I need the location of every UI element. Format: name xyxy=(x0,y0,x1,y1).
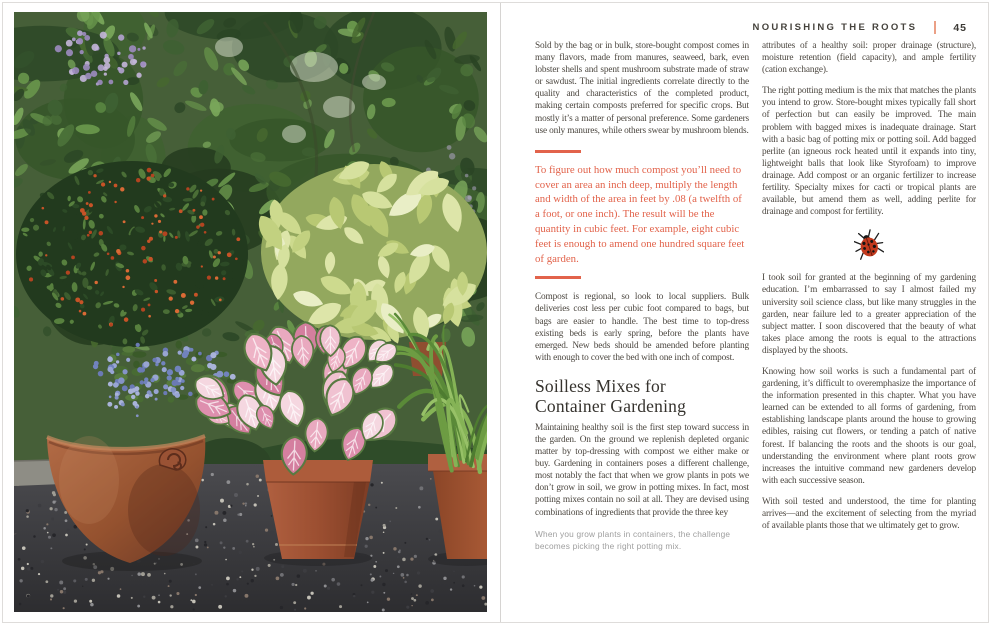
paragraph-knowing-soil: Knowing how soil works is such a fundamental part of gardening, it’s difficult to overemphasize the importance of the information presented in this chapter. What you have learned can be extended to all forms of gardening, from establishing landscape plants around the house to growing edibles, raising cut flowers, or tending a patch of native forest. If balancing the roots and the shoots is our goal, understanding the environment where plant roots grow increases the intuitive command new gardeners develop with each successive season. xyxy=(762,366,976,486)
page-gutter-divider xyxy=(500,3,501,622)
ladybug-ornament xyxy=(762,228,976,262)
garden-photo xyxy=(14,12,487,612)
pull-quote: To figure out how much compost you’ll need to cover an area an inch deep, multiply the length and width of the area in feet by .08 (a twelfth of a foot, or one inch). The result will be the quantity in cubic feet. For example, eight cubic feet is enough to amend one hundred square feet of garden. xyxy=(535,163,745,265)
pullquote-rule-bottom xyxy=(535,276,581,279)
text-column-left xyxy=(535,40,749,561)
garden-photo-illustration xyxy=(14,12,487,612)
running-header xyxy=(753,21,967,34)
paragraph-soil-attributes: attributes of a healthy soil: proper drainage (structure), moisture retention (field capacity), and ample fertility (cation exchange). xyxy=(762,41,976,76)
paragraph-compost-regional: Compost is regional, so look to local suppliers. Bulk deliveries cost less per cubic foot compared to bags, but bags are easier to handle. The best time to top-dress existing beds is early spring, before the plants have emerged. New beds should be amended before planting with enough to cover the bed with one inch of compost. xyxy=(535,292,749,363)
text-column-right xyxy=(762,40,976,541)
paragraph-took-soil: I took soil for granted at the beginning of my gardening education. I’m embarrassed to say I almost failed my university soil science class, but like many struggles in the garden, near failure led to a greater appreciation of the subject matter. I soon discovered that the beauty of what takes place among the roots is equal to the attractions displayed by the shoots. xyxy=(762,273,976,356)
section-heading: Soilless Mixes for Container Gardening xyxy=(535,375,687,416)
paragraph-right-medium: The right potting medium is the mix that matches the plants you intend to grow. Store-bought mixes typically fall short of perfection but can easily be improved. The main problem with bagged mixes is inadequate drainage. Start with a basic bag of potting mix or potting soil. Add bagged perlite (an igneous rock heated until it expands into tiny, lightweight balls that look like Styrofoam) to improve drainage. Add compost or an organic fertilizer to increase fertility. Specialty mixes for cacti or tropical plants are available, but amend them as well, adding perlite for drainage and compost for fertility. xyxy=(762,86,976,218)
chapter-title: NOURISHING THE ROOTS xyxy=(752,22,918,33)
pullquote-rule-top xyxy=(535,150,581,153)
ladybug-icon xyxy=(854,228,884,262)
photo-caption: When you grow plants in containers, the challenge becomes picking the right potting mix. xyxy=(535,528,731,551)
paragraph-soilless-intro: Maintaining healthy soil is the first step toward success in the garden. On the ground we replenish depleted organic matter by top-dressing with compost we either make or buy. Gardening in containers poses a different challenge, most notably the fact that when we grow plants in pots we don’t grow in soil, we grow in potting mixes. In fact, most potting mixes contain no soil at all. They are devised using combinations of ingredients that provide the three key xyxy=(535,422,749,518)
page-number: 45 xyxy=(953,21,967,34)
paragraph-compost-sources: Sold by the bag or in bulk, store-bought compost comes in many flavors, made from manures, seaweed, bark, even lobster shells and spent mushroom substrate made of straw or sawdust. The initial ingredients correlate directly to the quality and characteristics of the completed product, making certain composts preferred for specific crops. But mostly it’s a matter of personal preference. Some gardeners use only manures, while others swear by mushroom blends. xyxy=(535,41,749,136)
header-divider-bar xyxy=(934,21,936,34)
paragraph-with-soil: With soil tested and understood, the time for planting arrives—and the excitement of selecting from the myriad of available plants those that we ultimately get to grow. xyxy=(762,496,976,532)
